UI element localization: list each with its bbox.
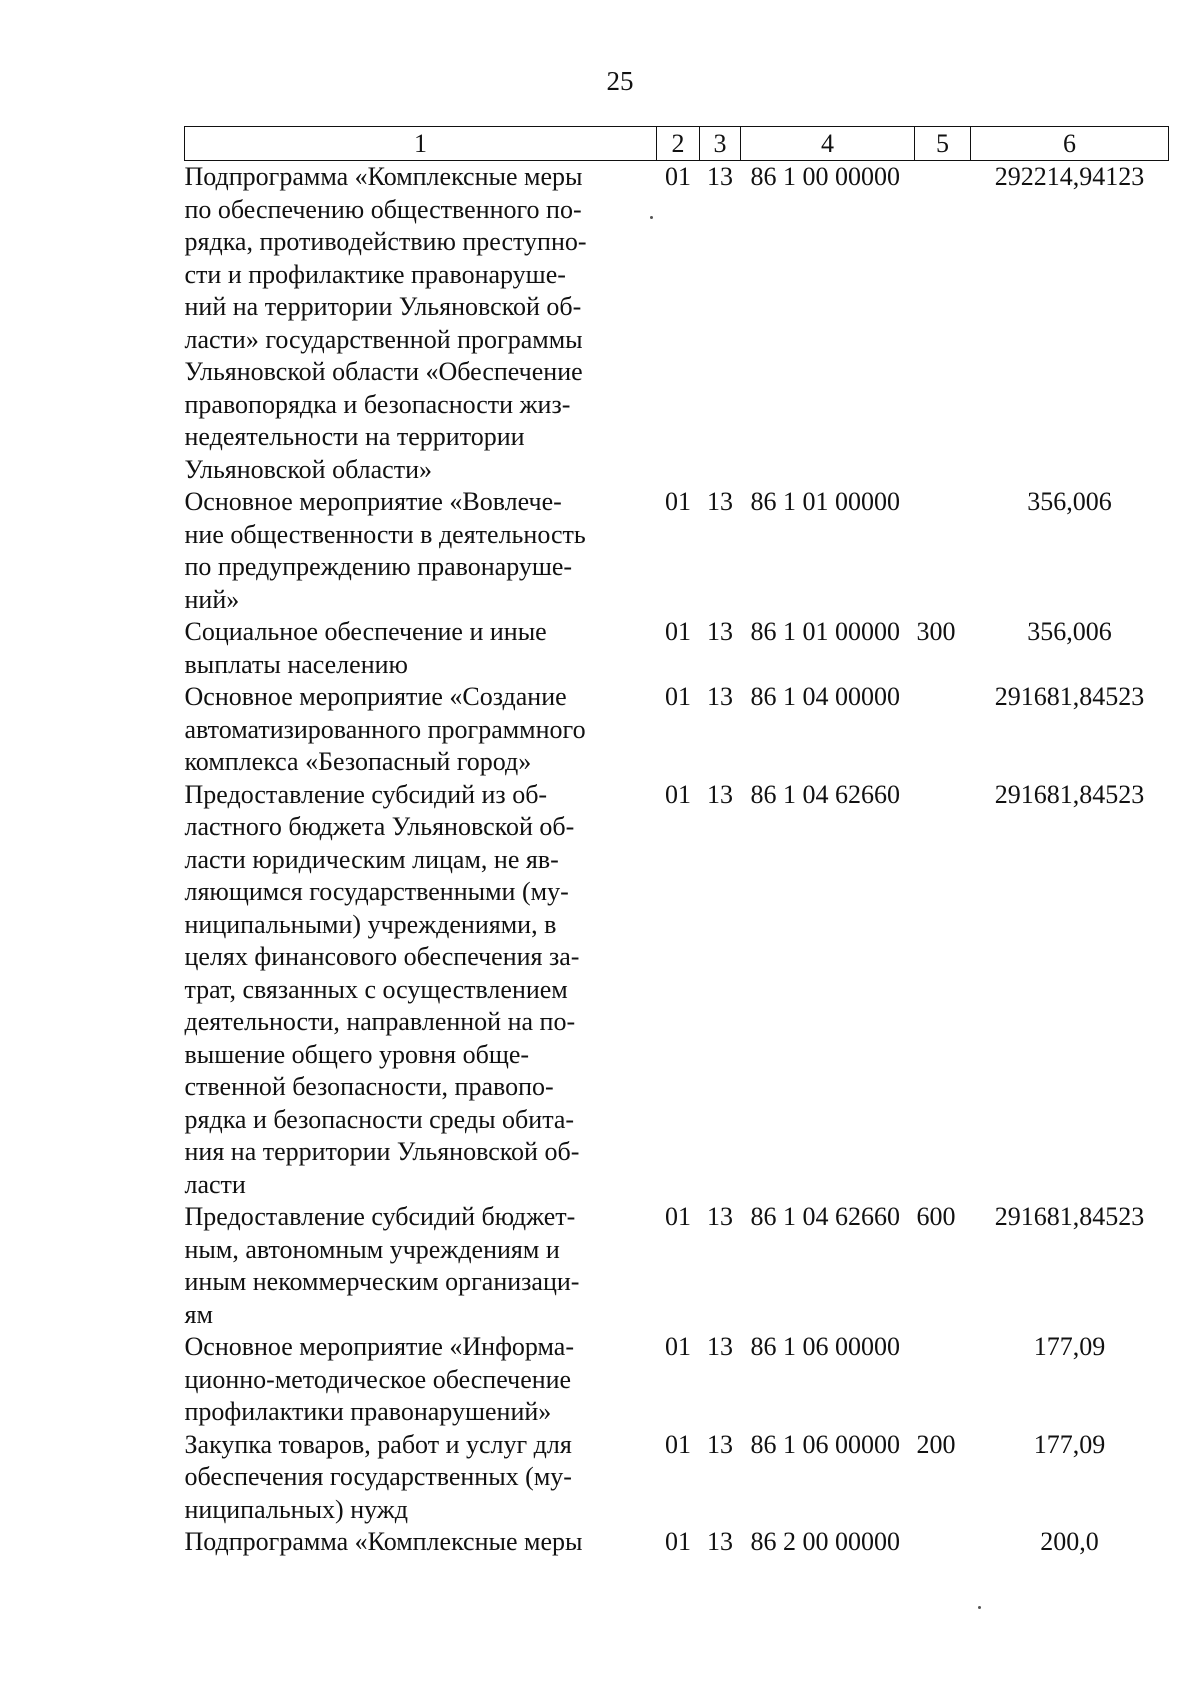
item-name-line: недеятельности на территории (184, 422, 525, 451)
header-col-6: 6 (971, 127, 1169, 161)
table-row (185, 1331, 1169, 1429)
subsection-code: 13 (707, 617, 733, 646)
amount: 292214,94123 (994, 162, 1145, 191)
item-name (185, 1201, 657, 1331)
subsection-code: 13 (707, 1429, 733, 1459)
item-name-line: Закупка товаров, работ и услуг для (184, 1429, 572, 1459)
item-name-line: по предупреждению правонаруше- (184, 552, 573, 581)
amount: 177,09 (1033, 1429, 1106, 1459)
item-name-line: автоматизированного программного (184, 714, 586, 744)
table-row (185, 1526, 1169, 1559)
header-col-2: 2 (657, 127, 700, 161)
item-name-line: Основное мероприятие «Вовлече- (184, 487, 562, 516)
amount: 291681,84523 (994, 1202, 1145, 1231)
item-name-line: Подпрограмма «Комплексные меры (184, 1527, 583, 1556)
item-name-line: ласти (184, 1169, 246, 1199)
item-name-line: Основное мероприятие «Информа- (184, 1332, 574, 1361)
item-name-line: ластного бюджета Ульяновской об- (184, 812, 575, 841)
subsection-code: 13 (707, 779, 733, 809)
header-col-1: 1 (185, 127, 657, 161)
item-name-line: правопорядка и безопасности жиз- (184, 389, 571, 419)
table-row (185, 1201, 1169, 1331)
item-name (185, 1526, 657, 1559)
target-article-code: 86 1 04 00000 (750, 682, 900, 711)
table-row (185, 779, 1169, 1202)
table-row (185, 486, 1169, 616)
amount: 200,0 (1040, 1527, 1099, 1556)
target-article-code: 86 1 06 00000 (750, 1429, 900, 1459)
header-col-4: 4 (741, 127, 915, 161)
section-code: 01 (665, 1429, 691, 1459)
item-name-line: ний на территории Ульяновской об- (184, 292, 582, 321)
section-code: 01 (665, 1527, 691, 1556)
amount: 291681,84523 (994, 779, 1145, 809)
expense-type-code (915, 161, 971, 487)
subsection-code: 13 (707, 682, 733, 711)
item-name (185, 161, 657, 487)
item-name-line: деятельности, направленной на по- (184, 1007, 576, 1036)
section-code: 01 (665, 1332, 691, 1361)
amount: 177,09 (1033, 1332, 1106, 1361)
amount: 356,006 (1027, 617, 1112, 646)
expense-type-code (915, 681, 971, 779)
target-article-code: 86 1 04 62660 (750, 779, 900, 809)
subsection-code: 13 (707, 487, 733, 516)
section-code: 01 (665, 779, 691, 809)
item-name-line: Ульяновской области «Обеспечение (184, 357, 583, 386)
budget-table (184, 126, 1169, 1559)
subsection-code: 13 (707, 1527, 733, 1556)
item-name-line: ционно-методическое обеспечение (184, 1364, 572, 1394)
table-body (185, 161, 1169, 1559)
item-name-line: ляющимся государственными (му- (184, 877, 569, 906)
section-code: 01 (665, 617, 691, 646)
item-name-line: Основное мероприятие «Создание (184, 682, 567, 711)
item-name-line: трат, связанных с осуществлением (184, 974, 568, 1004)
item-name-line: выплаты населению (184, 649, 408, 679)
item-name-line: обеспечения государственных (му- (184, 1462, 572, 1491)
section-code: 01 (665, 682, 691, 711)
item-name-line: Социальное обеспечение и иные (184, 617, 547, 646)
subsection-code: 13 (707, 1332, 733, 1361)
expense-type-code: 600 (916, 1202, 956, 1231)
target-article-code: 86 1 01 00000 (750, 617, 900, 646)
item-name-line: ственной безопасности, правопо- (184, 1072, 554, 1101)
scan-speck (650, 216, 653, 219)
item-name-line: Ульяновской области» (184, 454, 432, 484)
item-name-line: целях финансового обеспечения за- (184, 942, 580, 971)
amount: 356,006 (1027, 487, 1112, 516)
scan-speck (978, 1606, 981, 1609)
table-header (185, 127, 1169, 161)
item-name-line: ниципальных) нужд (184, 1494, 408, 1524)
target-article-code: 86 2 00 00000 (750, 1527, 900, 1556)
section-code: 01 (665, 487, 691, 516)
item-name-line: Предоставление субсидий из об- (184, 779, 548, 809)
item-name-line: ния на территории Ульяновской об- (184, 1137, 580, 1166)
target-article-code: 86 1 04 62660 (750, 1202, 900, 1231)
item-name-line: профилактики правонарушений» (184, 1397, 552, 1426)
header-row (185, 127, 1169, 161)
item-name-line: иным некоммерческим организаци- (184, 1267, 580, 1296)
table-row (185, 681, 1169, 779)
item-name-line: ласти» государственной программы (184, 324, 583, 354)
expense-type-code (915, 1526, 971, 1559)
table-row (185, 616, 1169, 681)
item-name-line: ласти юридическим лицам, не яв- (184, 844, 559, 874)
header-col-5: 5 (915, 127, 971, 161)
target-article-code: 86 1 00 00000 (750, 162, 900, 191)
amount: 291681,84523 (994, 682, 1145, 711)
item-name-line: ям (184, 1299, 213, 1329)
expense-type-code: 200 (916, 1429, 956, 1459)
item-name-line: рядка, противодействию преступно- (184, 227, 587, 256)
item-name-line: ний» (184, 584, 240, 614)
subsection-code: 13 (707, 162, 733, 191)
section-code: 01 (665, 1202, 691, 1231)
item-name (185, 1429, 657, 1527)
expense-type-code (915, 1331, 971, 1429)
item-name-line: по обеспечению общественного по- (184, 194, 582, 224)
item-name (185, 486, 657, 616)
item-name (185, 1331, 657, 1429)
page-number: 25 (606, 66, 634, 96)
header-col-3: 3 (700, 127, 741, 161)
item-name-line: Предоставление субсидий бюджет- (184, 1202, 576, 1231)
item-name-line: Подпрограмма «Комплексные меры (184, 162, 583, 191)
item-name-line: ние общественности в деятельность (184, 519, 586, 549)
table-row (185, 1429, 1169, 1527)
expense-type-code: 300 (916, 617, 956, 646)
item-name-line: ниципальными) учреждениями, в (184, 909, 557, 939)
item-name-line: рядка и безопасности среды обита- (184, 1104, 575, 1134)
item-name-line: сти и профилактике правонаруше- (184, 259, 566, 289)
expense-type-code (915, 486, 971, 616)
item-name-line: ным, автономным учреждениям и (184, 1234, 560, 1264)
item-name-line: вышение общего уровня обще- (184, 1039, 530, 1069)
table-row (185, 161, 1169, 487)
item-name-line: комплекса «Безопасный город» (184, 747, 532, 776)
expense-type-code (915, 779, 971, 1202)
item-name (185, 681, 657, 779)
target-article-code: 86 1 01 00000 (750, 487, 900, 516)
item-name (185, 779, 657, 1202)
section-code: 01 (665, 162, 691, 191)
item-name (185, 616, 657, 681)
subsection-code: 13 (707, 1202, 733, 1231)
target-article-code: 86 1 06 00000 (750, 1332, 900, 1361)
